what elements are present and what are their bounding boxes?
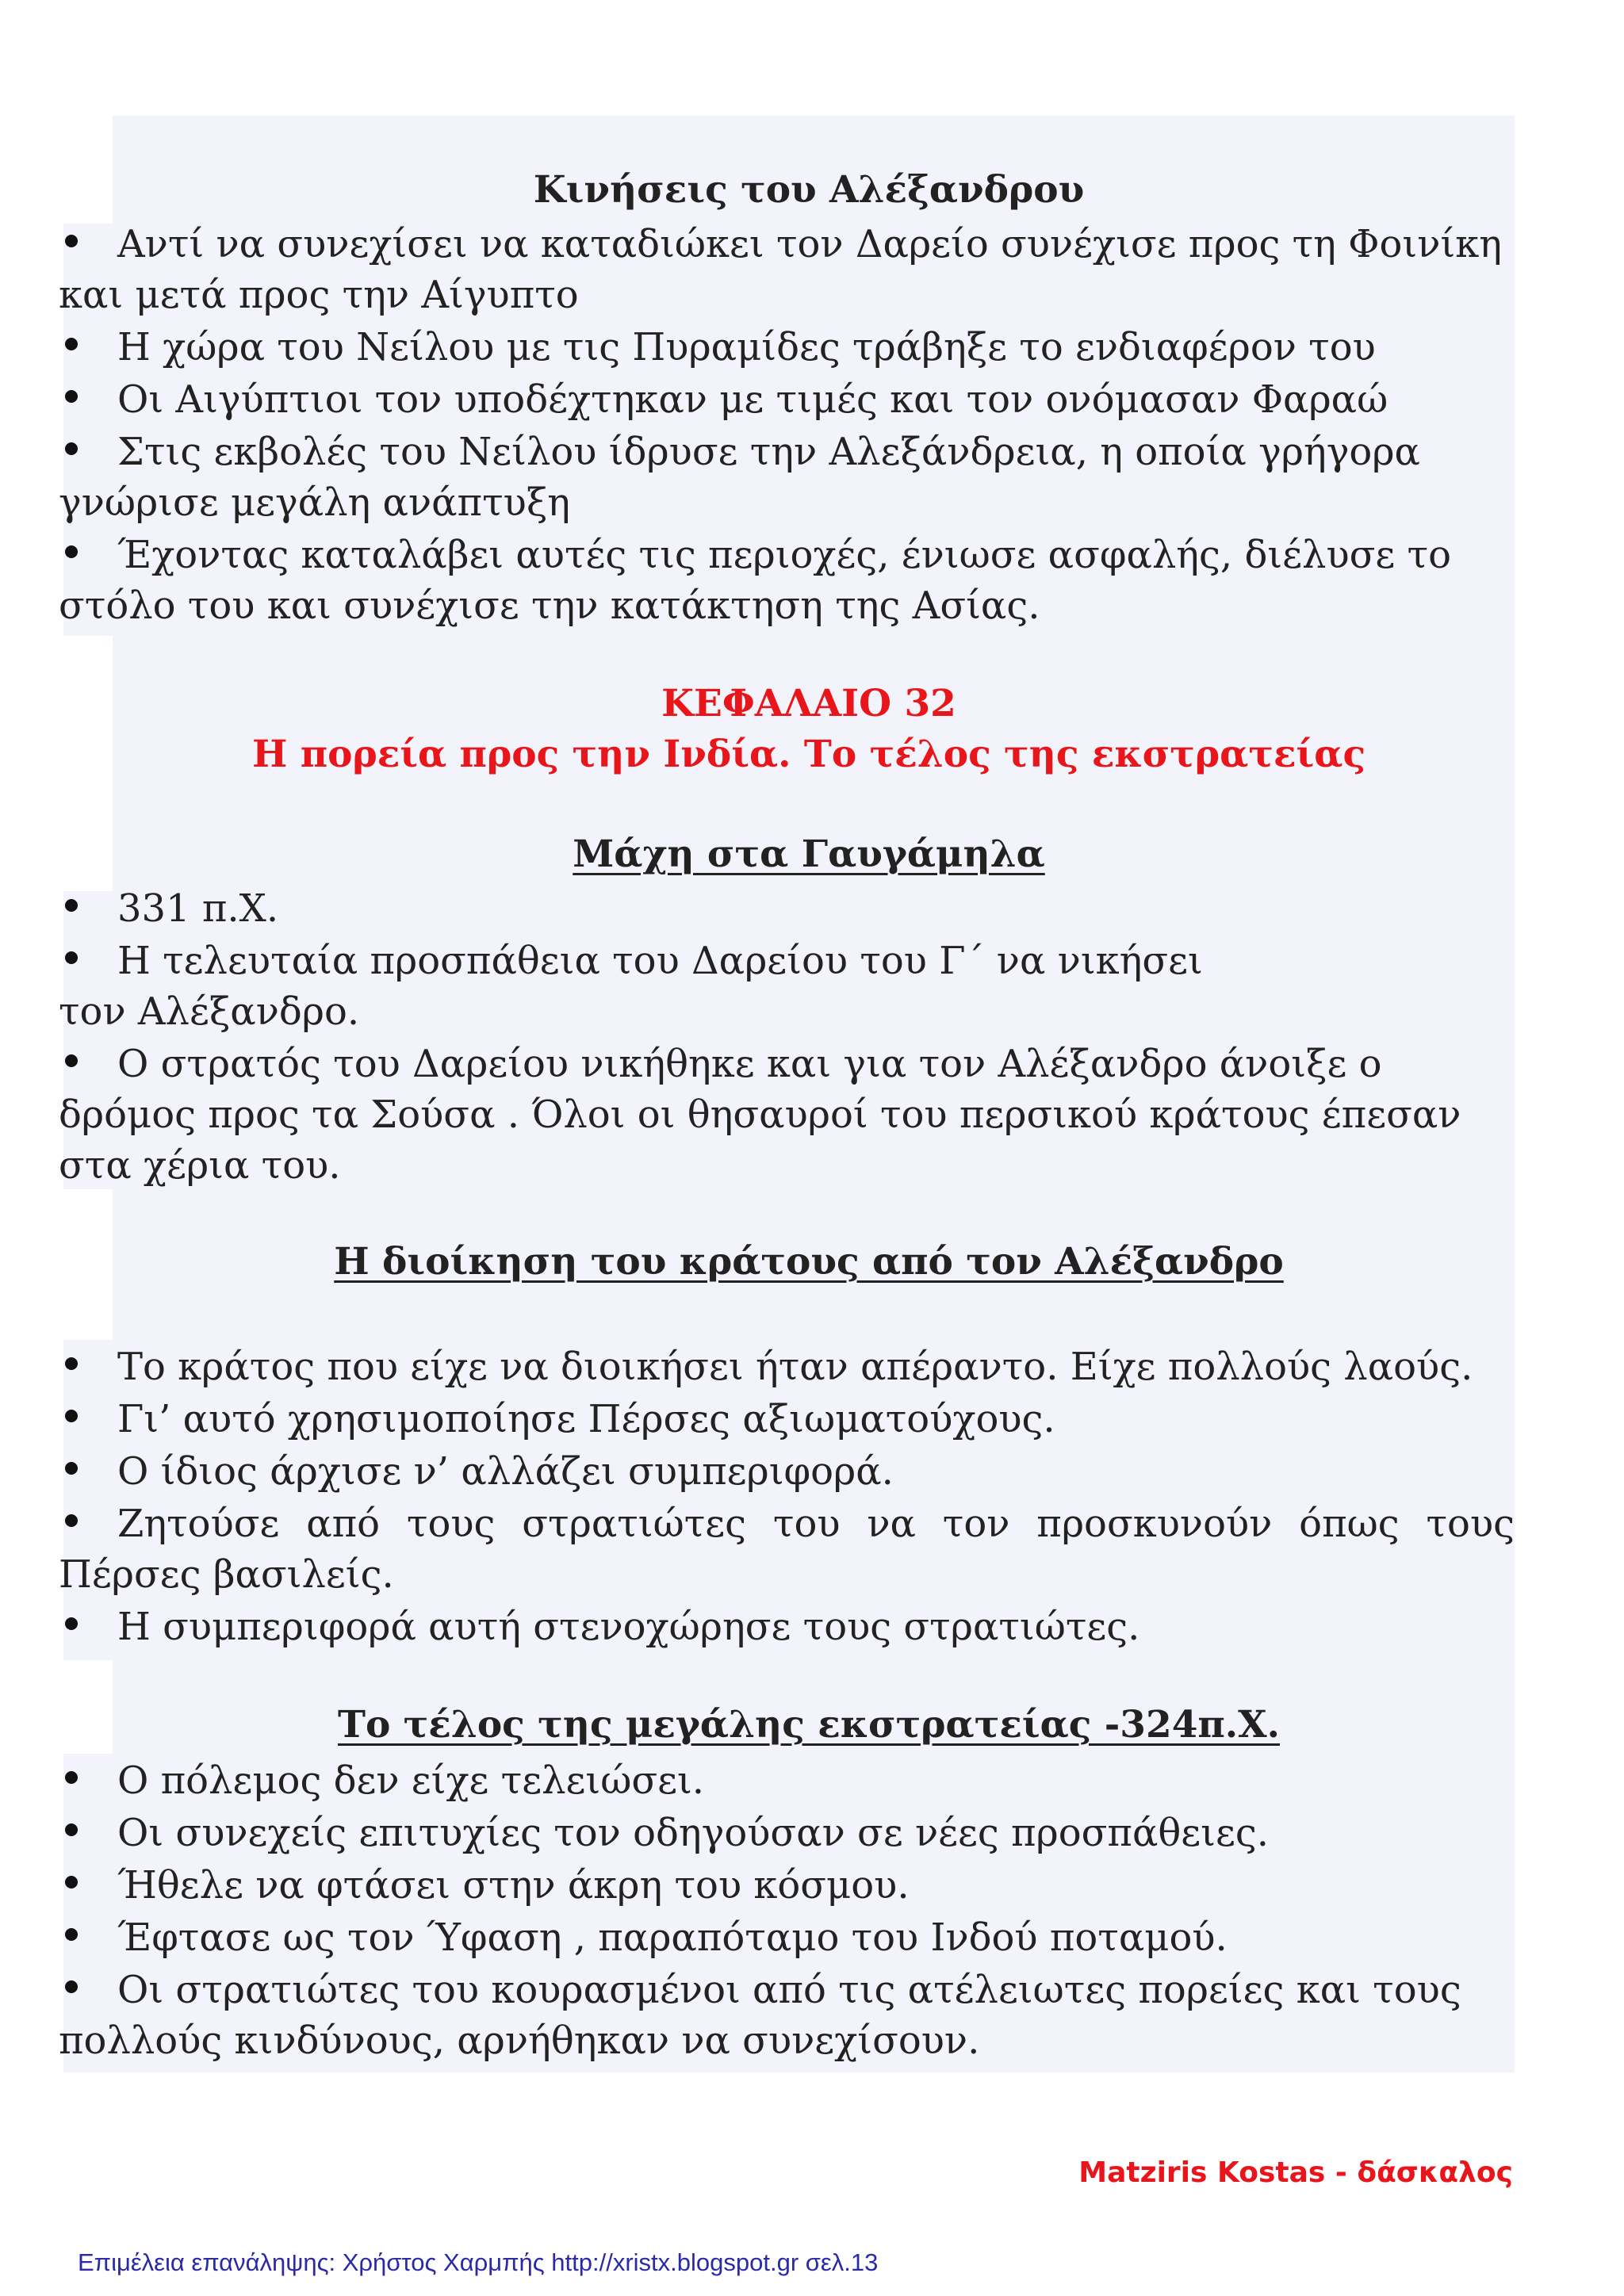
bullet-icon: [65, 442, 78, 455]
bullet-icon: [65, 1980, 78, 1993]
section-title-movements: Κινήσεις του Αλέξανδρου: [533, 168, 1085, 212]
bullet-icon: [65, 338, 78, 350]
list-item: Η τελευταία προσπάθεια του Δαρείου του Γ΄ να νικήσει τον Αλέξανδρο.: [59, 939, 1203, 1034]
bullet-icon: [65, 1771, 78, 1784]
bullet-icon: [65, 1054, 78, 1067]
bullet-icon: [65, 1617, 78, 1630]
section-title-administration: Η διοίκηση του κράτους από τον Αλέξανδρο: [334, 1240, 1284, 1284]
chapter-title: Η πορεία προς την Ινδία. Το τέλος της εκστρατείας: [251, 733, 1366, 776]
bullet-icon: [65, 1876, 78, 1888]
list-item: Το κράτος που είχε να διοικήσει ήταν απέραντο. Είχε πολλούς λαούς.: [0, 1341, 1515, 1392]
list-item: Ο στρατός του Δαρείου νικήθηκε και για τον Αλέξανδρο άνοιξε ο δρόμος προς τα Σούσα . Όλοι οι θησαυροί του περσικού κράτους έπεσαν στα χέρια του.: [59, 1042, 1461, 1188]
bullet-icon: [65, 899, 78, 912]
bullet-icon: [65, 1462, 78, 1475]
list-item: Ο πόλεμος δεν είχε τελειώσει.: [0, 1755, 1515, 1806]
bullet-icon: [65, 390, 78, 403]
bullet-icon: [65, 1928, 78, 1941]
list-item: Αντί να συνεχίσει να καταδιώκει τον Δαρείο συνέχισε προς τη Φοινίκη και μετά προς την Αίγυπτο: [59, 222, 1502, 317]
gaugamela-list: [0, 883, 1515, 1192]
list-item: Γι’ αυτό χρησιμοποίησε Πέρσες αξιωματούχους.: [0, 1394, 1515, 1445]
author-signature: Matziris Kostas - δάσκαλος: [1078, 2156, 1513, 2189]
end-of-campaign-list: [0, 1755, 1515, 2068]
bullet-icon: [65, 951, 78, 964]
list-item: Έχοντας καταλάβει αυτές τις περιοχές, ένιωσε ασφαλής, διέλυσε το στόλο του και συνέχισε την κατάκτηση της Ασίας.: [59, 533, 1451, 628]
bullet-icon: [65, 1410, 78, 1422]
bullet-icon: [65, 1514, 78, 1527]
bullet-icon: [65, 1357, 78, 1370]
list-item: Στις εκβολές του Νείλου ίδρυσε την Αλεξάνδρεια, η οποία γρήγορα γνώρισε μεγάλη ανάπτυξη: [59, 430, 1420, 525]
list-item: Ο ίδιος άρχισε ν’ αλλάζει συμπεριφορά.: [0, 1446, 1515, 1497]
list-item: Ζητούσε από τους στρατιώτες του να τον προσκυνούν όπως τους Πέρσες βασιλείς.: [59, 1502, 1515, 1597]
bullet-icon: [65, 545, 78, 558]
list-item: Οι στρατιώτες του κουρασμένοι από τις ατέλειωτες πορείες και τους πολλούς κινδύνους, αρνήθηκαν να συνεχίσουν.: [59, 1968, 1461, 2063]
page-footer: Επιμέλεια επανάληψης: Χρήστος Χαρμπής http://xristx.blogspot.gr σελ.13: [78, 2248, 879, 2276]
movements-list: [0, 219, 1515, 633]
list-item: Η συμπεριφορά αυτή στενοχώρησε τους στρατιώτες.: [0, 1601, 1515, 1652]
list-item: Οι συνεχείς επιτυχίες τον οδηγούσαν σε νέες προσπάθειες.: [0, 1808, 1515, 1858]
section-title-gaugamela: Μάχη στα Γαυγάμηλα: [573, 832, 1045, 876]
bullet-icon: [65, 1823, 78, 1836]
section-title-end-of-campaign: Το τέλος της μεγάλης εκστρατείας -324π.Χ.: [337, 1703, 1280, 1747]
bullet-icon: [65, 235, 78, 247]
list-item: Έφτασε ως τον Ύφαση , παραπόταμο του Ινδού ποταμού.: [0, 1912, 1515, 1963]
list-item: Οι Αιγύπτιοι τον υποδέχτηκαν με τιμές και τον ονόμασαν Φαραώ: [0, 374, 1515, 425]
list-item: Η χώρα του Νείλου με τις Πυραμίδες τράβηξε το ενδιαφέρον του: [0, 322, 1515, 373]
chapter-number: ΚΕΦΑΛΑΙΟ 32: [661, 682, 956, 725]
administration-list: [0, 1341, 1515, 1654]
list-item: 331 π.Χ.: [0, 883, 1515, 934]
list-item: Ήθελε να φτάσει στην άκρη του κόσμου.: [0, 1860, 1515, 1911]
